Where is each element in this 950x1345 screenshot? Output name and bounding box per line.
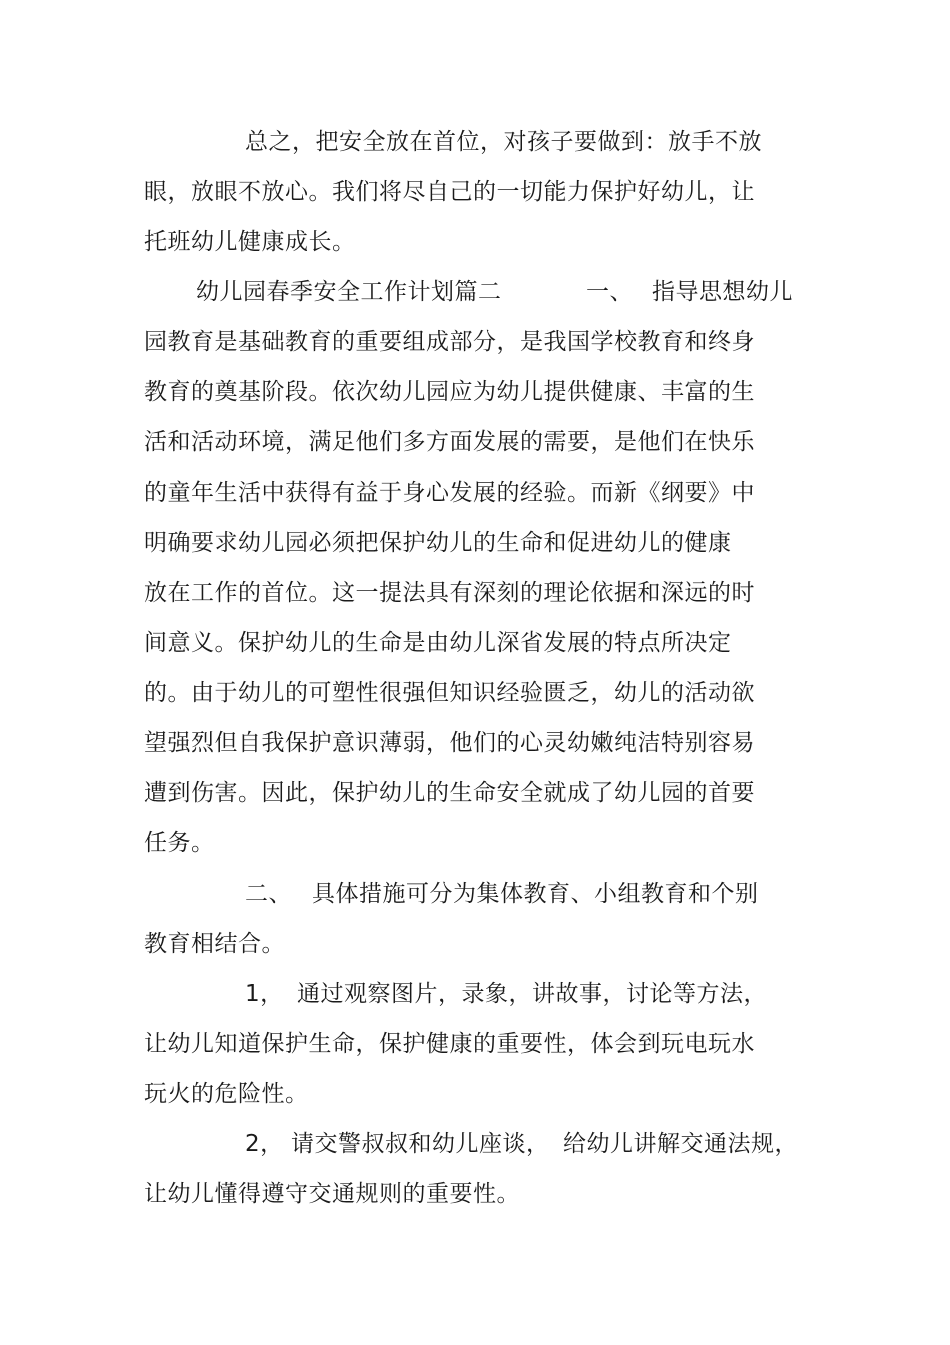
list-number: 2， — [245, 1131, 284, 1157]
text-line: 望强烈但自我保护意识薄弱，他们的心灵幼嫩纯洁特别容易 — [144, 730, 755, 756]
text-line: 通过观察图片，录象，讲故事，讨论等方法， — [297, 981, 767, 1007]
list-number: 1， — [245, 981, 284, 1007]
section-number: 二、 — [245, 881, 292, 907]
text-line: 遭到伤害。因此，保护幼儿的生命安全就成了幼儿园的首要 — [144, 780, 755, 806]
text-line: 眼，放眼不放心。我们将尽自己的一切能力保护好幼儿，让 — [144, 179, 755, 205]
text-line: 间意义。保护幼儿的生命是由幼儿深省发展的特点所决定 — [144, 630, 732, 656]
text-line: 让幼儿知道保护生命，保护健康的重要性，体会到玩电玩水 — [144, 1031, 755, 1057]
text-line: 活和活动环境，满足他们多方面发展的需要，是他们在快乐 — [144, 429, 755, 455]
text-line: 教育相结合。 — [144, 931, 285, 957]
section-title: 幼儿园春季安全工作计划篇二 — [196, 279, 502, 305]
text-line: 任务。 — [144, 830, 215, 856]
text-line: 指导思想幼儿 — [652, 279, 793, 305]
text-line: 具体措施可分为集体教育、小组教育和个别 — [312, 881, 759, 907]
section-number: 一、 — [586, 279, 633, 305]
text-line: 明确要求幼儿园必须把保护幼儿的生命和促进幼儿的健康 — [144, 530, 732, 556]
text-line: 教育的奠基阶段。依次幼儿园应为幼儿提供健康、丰富的生 — [144, 379, 755, 405]
text-line: 园教育是基础教育的重要组成部分，是我国学校教育和终身 — [144, 329, 755, 355]
text-line: 放在工作的首位。这一提法具有深刻的理论依据和深远的时 — [144, 580, 755, 606]
text-line: 请交警叔叔和幼儿座谈， — [291, 1131, 550, 1157]
text-line: 让幼儿懂得遵守交通规则的重要性。 — [144, 1181, 520, 1207]
text-line: 的。由于幼儿的可塑性很强但知识经验匮乏，幼儿的活动欲 — [144, 680, 755, 706]
text-line: 托班幼儿健康成长。 — [144, 229, 356, 255]
text-line: 总之，把安全放在首位，对孩子要做到：放手不放 — [245, 129, 762, 155]
text-line: 给幼儿讲解交通法规， — [563, 1131, 798, 1157]
text-line: 的童年生活中获得有益于身心发展的经验。而新《纲要》中 — [144, 480, 755, 506]
text-line: 玩火的危险性。 — [144, 1081, 309, 1107]
